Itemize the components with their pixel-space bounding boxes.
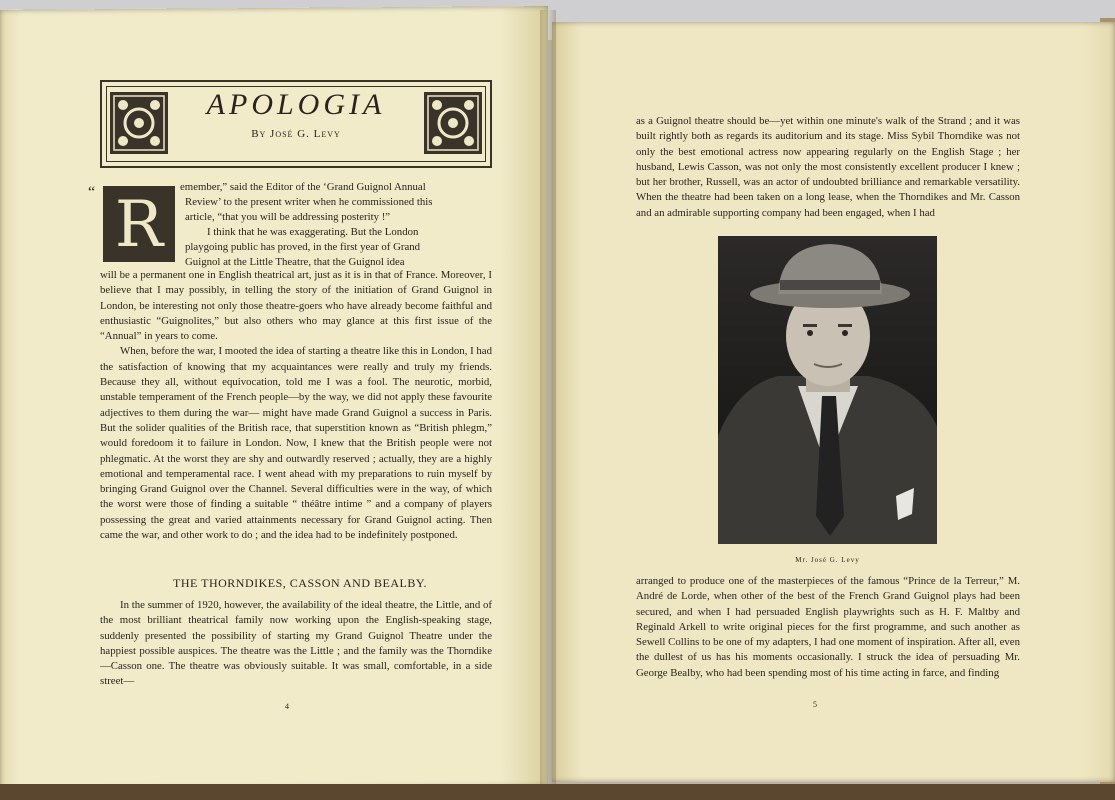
article-byline: By José G. Levy [251,128,341,140]
ornament-right-icon [424,92,482,154]
right-top-text [636,114,1020,221]
paragraph: In the summer of 1920, however, the availability of the ideal theatre, the Little, and of the most brilliant theatrical family now working upon the English-speaking stage, suddenly presented the possibility of starting my Grand Guignol Theatre under the happiest possible auspices. The theatre was the Little ; and the family was the Thorndike—Casson one. The theatre was obviously suitable. It was small, comfortable, in a side street— [100,599,492,688]
title-box [100,80,492,168]
portrait-photo [718,236,937,544]
text-line: emember,” said the Editor of the ‘Grand Guignol Annual [180,181,426,193]
photo-caption: Mr. José G. Levy [795,556,860,564]
section-subheading: THE THORNDIKES, CASSON AND BEALBY. [173,576,427,590]
opening-quote: “ [88,184,96,201]
paragraph: When, before the war, I mooted the idea of starting a theatre like this in London, I had the satisfaction of knowing that my acquaintances were really and truly my friends. Because they all, without equivocation, told me I was a fool. The neurotic, morbid, unstable temperament of the French people—by the way, we did not apply these favourite adjectives to them during the war— might have made Grand Guignol a success in Paris. But the solider qualities of the British race, that superstition known as “British phlegm,” would foredoom it to failure in London. Now, I knew that the British people were not phlegmatic. At the worst they are shy and outwardly reserved ; actually, they are a highly emotional and temperamental race. I went ahead with my preparations to ruin myself by bringing Grand Guignol over the Channel. Several difficulties were in the way, of which the worst were those of finding a suitable “ théâtre intime ” and a company of players possessing the great and varied attainments necessary for Grand Guignol acting. Then came the war, and other work to do ; and the idea had to be indefinitely postponed. [100,345,492,542]
book-gutter [540,10,556,790]
article-title: APOLOGIA [206,88,386,121]
paragraph: will be a permanent one in English theatrical art, just as it is in that of France. Moreover, I believe that I may possibly, in telling the story of the initiation of Grand Guignol in London, be interesting not only those theatre-goers who have already become faithful and enthusiastic “Guignolites,” but also others who may glance at this first issue of the “Annual” in years to come. [100,269,492,343]
ornament-left-icon [110,92,168,154]
text-line: I think that he was exaggerating. But the London [207,226,419,238]
right-bottom-text [636,574,1020,681]
page-number-left: 4 [285,702,289,711]
text-line: Review’ to the present writer when he commissioned this [185,196,433,208]
paragraph-3 [100,598,492,690]
text-line: playgoing public has proved, in the first year of Grand [185,241,421,253]
text-line: Guignol at the Little Theatre, that the Guignol idea [185,256,405,268]
book-cover-bottom [0,784,1115,800]
drop-cap: R [103,186,175,262]
paragraph-1-continued [100,268,492,543]
paragraph: as a Guignol theatre should be—yet within one minute's walk of the Strand ; and it was built rightly both as regards its auditorium and its stage. Miss Sybil Thorndike was not only the best emotional actress now appearing regularly on the English Stage ; her husband, Lewis Casson, was not only the most consistently excellent producer I knew ; but her brother, Russell, was an actor of undoubted brilliance and remarkable versatility. When the theatre had been taken on a long lease, when the Thorndikes and Mr. Casson and an admirable supporting company had been engaged, when I had [636,115,1020,219]
page-number-right: 5 [813,700,817,709]
paragraph: arranged to produce one of the masterpieces of the famous “Prince de la Terreur,” M. André de Lorde, when other of the best of the French Grand Guignol plays had been secured, and when I had persuaded English playwrights such as H. F. Maltby and Reginald Arkell to write original pieces for the first programme, and such another as Sewell Collins to be one of my adapters, I had one moment of inspiration. After all, even the dullest of us has his moments occasionally. I struck the idea of persuading Mr. George Bealby, who had been spending most of his time acting in farce, and finding [636,575,1020,679]
text-line: article, “that you will be addressing posterity !” [185,211,391,223]
